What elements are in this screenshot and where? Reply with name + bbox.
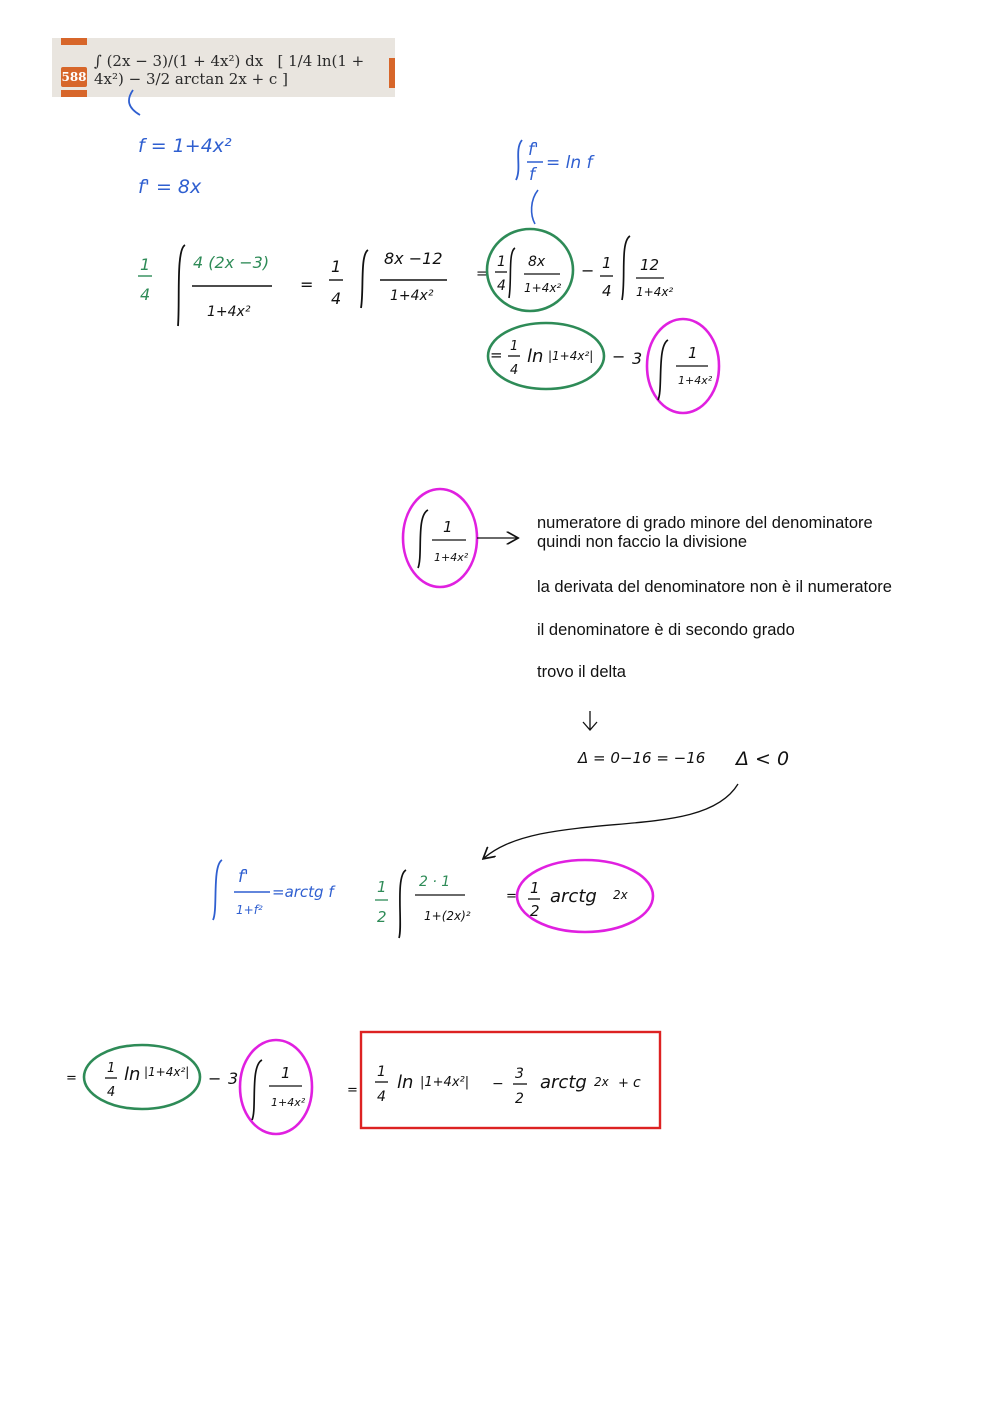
svg-text:3: 3 xyxy=(515,1066,524,1082)
svg-text:−: − xyxy=(581,261,595,280)
svg-text:4: 4 xyxy=(377,1089,386,1105)
note-second-degree: il denominatore è di secondo grado xyxy=(537,621,795,639)
svg-text:2x: 2x xyxy=(594,1075,609,1089)
svg-text:=arctg f: =arctg f xyxy=(272,883,334,901)
svg-text:12: 12 xyxy=(640,256,660,274)
svg-text:|1+4x²|: |1+4x²| xyxy=(144,1065,190,1079)
svg-text:4: 4 xyxy=(497,278,506,294)
step-2 xyxy=(488,319,719,413)
svg-text:|1+4x²|: |1+4x²| xyxy=(548,349,594,363)
final-line xyxy=(66,1032,660,1134)
svg-text:4: 4 xyxy=(510,363,519,378)
svg-text:4 (2x −3): 4 (2x −3) xyxy=(193,253,270,272)
svg-text:1: 1 xyxy=(331,257,342,276)
svg-text:1+4x²: 1+4x² xyxy=(271,1096,306,1109)
svg-text:c: c xyxy=(633,1075,641,1091)
arctan-step xyxy=(213,860,653,938)
pointer-curve xyxy=(129,90,140,115)
svg-text:1+4x²: 1+4x² xyxy=(434,551,469,564)
delta-value: Δ = 0−16 = −16 xyxy=(578,749,706,767)
exercise-integral: ∫ (2x − 3)/(1 + 4x²) dx xyxy=(94,52,264,70)
delta-sign: Δ < 0 xyxy=(736,748,790,770)
svg-text:= ln f: = ln f xyxy=(546,153,593,173)
svg-text:1+4x²: 1+4x² xyxy=(207,304,251,320)
svg-text:2 · 1: 2 · 1 xyxy=(419,874,451,890)
svg-text:1+(2x)²: 1+(2x)² xyxy=(424,909,471,923)
circled-integral xyxy=(403,489,517,587)
svg-text:ln: ln xyxy=(527,346,544,367)
note-numerator-degree: numeratore di grado minore del denominatore quindi non faccio la divisione xyxy=(537,514,873,551)
delta-group xyxy=(484,711,789,858)
svg-text:1: 1 xyxy=(281,1064,291,1082)
svg-text:1+4x²: 1+4x² xyxy=(678,374,713,387)
note-find-delta: trovo il delta xyxy=(537,663,626,681)
exercise-solution: [ 1/4 ln(1 + 4x²) − 3/2 arctan 2x + c ] xyxy=(94,52,365,88)
svg-text:−: − xyxy=(208,1069,222,1088)
svg-text:1: 1 xyxy=(497,254,506,270)
svg-text:1: 1 xyxy=(530,879,540,897)
svg-text:2x: 2x xyxy=(613,888,628,902)
f-prime: f' = 8x xyxy=(138,176,202,198)
svg-text:=: = xyxy=(476,266,488,282)
svg-text:f: f xyxy=(529,165,535,185)
svg-text:1: 1 xyxy=(107,1061,116,1076)
svg-text:8x −12: 8x −12 xyxy=(384,249,443,268)
svg-text:4: 4 xyxy=(602,282,612,300)
svg-text:=: = xyxy=(347,1083,358,1098)
svg-text:1+4x²: 1+4x² xyxy=(524,281,562,295)
svg-text:1+f²: 1+f² xyxy=(236,903,263,917)
svg-text:|1+4x²|: |1+4x²| xyxy=(420,1075,470,1090)
f-definition: f = 1+4x² xyxy=(138,135,232,157)
svg-text:1: 1 xyxy=(510,339,519,354)
rule-ln-group xyxy=(516,140,596,224)
svg-text:2: 2 xyxy=(377,908,387,926)
svg-text:arctg: arctg xyxy=(540,1072,587,1093)
svg-text:4: 4 xyxy=(140,285,151,304)
svg-text:1: 1 xyxy=(377,878,387,896)
svg-text:1: 1 xyxy=(377,1064,386,1080)
svg-text:1: 1 xyxy=(602,254,612,272)
svg-text:f': f' xyxy=(238,867,249,887)
exercise-number: 588 xyxy=(61,67,87,87)
note-derivative: la derivata del denominatore non è il numeratore xyxy=(537,578,892,596)
svg-text:3: 3 xyxy=(228,1069,239,1088)
svg-text:−: − xyxy=(612,347,626,366)
svg-text:arctg: arctg xyxy=(550,886,597,907)
svg-text:1: 1 xyxy=(443,518,453,536)
svg-text:8x: 8x xyxy=(528,254,546,270)
svg-text:4: 4 xyxy=(331,289,342,308)
svg-text:ln: ln xyxy=(124,1064,141,1085)
svg-text:4: 4 xyxy=(107,1085,116,1100)
svg-text:+: + xyxy=(618,1076,629,1091)
svg-text:−: − xyxy=(492,1076,504,1092)
svg-text:1: 1 xyxy=(688,344,698,362)
step-1 xyxy=(138,229,673,326)
svg-text:2: 2 xyxy=(515,1091,524,1107)
svg-text:3: 3 xyxy=(632,349,643,368)
svg-text:=: = xyxy=(490,346,503,364)
svg-text:f': f' xyxy=(528,140,539,160)
svg-text:ln: ln xyxy=(397,1072,414,1093)
svg-text:1+4x²: 1+4x² xyxy=(636,285,674,299)
svg-text:=: = xyxy=(300,275,314,294)
svg-text:1+4x²: 1+4x² xyxy=(390,288,434,304)
svg-text:=: = xyxy=(66,1071,77,1086)
svg-text:2: 2 xyxy=(530,902,540,920)
svg-text:=: = xyxy=(506,889,517,904)
svg-text:1: 1 xyxy=(140,255,151,274)
